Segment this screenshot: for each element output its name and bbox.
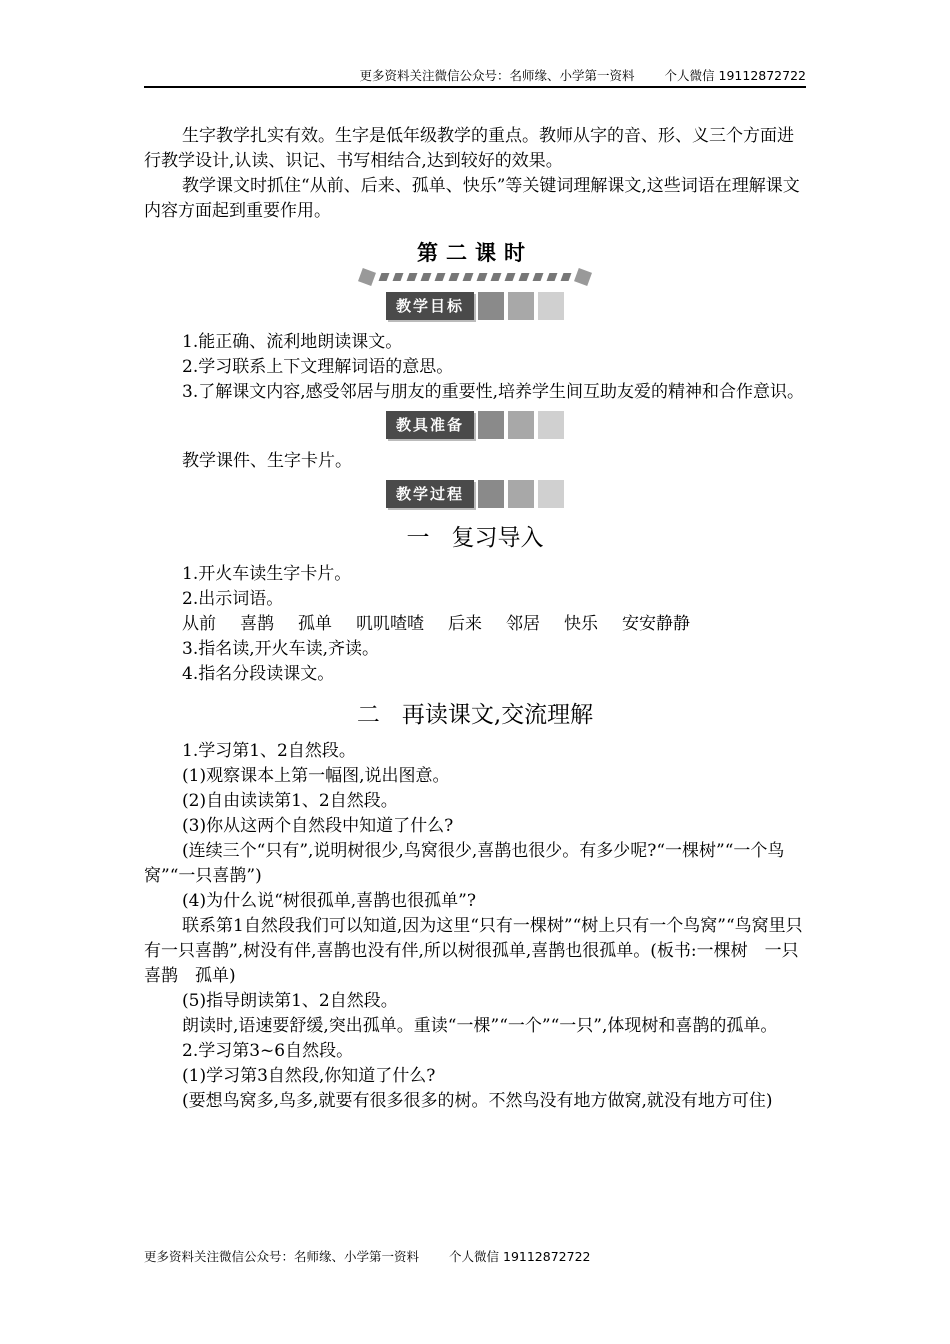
page-header bbox=[144, 66, 806, 88]
step-item: (4)为什么说“树很孤单,喜鹊也很孤单”? bbox=[182, 891, 476, 911]
step-item: (连续三个“只有”,说明树很少,鸟窝很少,喜鹊也很少。有多少呢?“一棵树”“一个鸟窝”“一只喜鹊”) bbox=[144, 841, 785, 886]
step-item: 2.学习第3~6自然段。 bbox=[182, 1041, 354, 1061]
word: 叽叽喳喳 bbox=[356, 614, 424, 634]
section-heading bbox=[144, 518, 806, 558]
word: 邻居 bbox=[506, 614, 540, 634]
step-item: 2.出示词语。 bbox=[182, 589, 284, 609]
footer-wechat: 个人微信 19112872722 bbox=[449, 1249, 591, 1264]
section-number: 二 bbox=[356, 702, 380, 728]
step-item: 1.开火车读生字卡片。 bbox=[182, 564, 352, 584]
lesson-title: 第二课时 bbox=[417, 241, 533, 265]
section-number: 一 bbox=[406, 525, 430, 551]
header-text: 更多资料关注微信公众号：名师缘、小学第一资料 bbox=[359, 68, 635, 83]
goal-item: 1.能正确、流利地朗读课文。 bbox=[182, 332, 403, 352]
title-decoration bbox=[144, 268, 806, 286]
goals-banner-label: 教学目标 bbox=[386, 292, 474, 320]
goal-item: 3.了解课文内容,感受邻居与朋友的重要性,培养学生间互助友爱的精神和合作意识。 bbox=[182, 382, 805, 402]
step-item: 4.指名分段读课文。 bbox=[182, 664, 335, 684]
footer-text: 更多资料关注微信公众号：名师缘、小学第一资料 bbox=[144, 1249, 420, 1264]
tools-banner-label: 教具准备 bbox=[386, 411, 474, 439]
step-item: (3)你从这两个自然段中知道了什么? bbox=[182, 816, 454, 836]
step-item: (要想鸟窝多,鸟多,就要有很多很多的树。不然鸟没有地方做窝,就没有地方可住) bbox=[182, 1091, 773, 1111]
word: 安安静静 bbox=[622, 614, 690, 634]
intro-paragraph: 教学课文时抓住“从前、后来、孤单、快乐”等关键词理解课文,这些词语在理解课文内容方面起到重要作用。 bbox=[144, 176, 800, 221]
section-heading bbox=[144, 695, 806, 735]
goals-banner bbox=[144, 292, 806, 320]
document-body bbox=[144, 124, 806, 1114]
section-title: 再读课文,交流理解 bbox=[401, 702, 594, 728]
goal-item: 2.学习联系上下文理解词语的意思。 bbox=[182, 357, 454, 377]
section-title: 复习导入 bbox=[451, 525, 544, 551]
process-banner bbox=[144, 480, 806, 508]
header-wechat: 个人微信 19112872722 bbox=[664, 68, 806, 83]
step-item: 联系第1自然段我们可以知道,因为这里“只有一棵树”“树上只有一个鸟窝”“鸟窝里只有一只喜鹊”,树没有伴,喜鹊也没有伴,所以树很孤单,喜鹊也很孤单。(板书:一棵树 一只喜鹊 孤单) bbox=[144, 916, 803, 986]
word: 从前 bbox=[182, 614, 216, 634]
tools-text: 教学课件、生字卡片。 bbox=[182, 451, 352, 471]
step-item: 1.学习第1、2自然段。 bbox=[182, 741, 356, 761]
word: 喜鹊 bbox=[240, 614, 274, 634]
step-item: (1)学习第3自然段,你知道了什么? bbox=[182, 1066, 436, 1086]
intro-paragraph: 生字教学扎实有效。生字是低年级教学的重点。教师从字的音、形、义三个方面进行教学设计,认读、识记、书写相结合,达到较好的效果。 bbox=[144, 126, 794, 171]
word: 孤单 bbox=[298, 614, 332, 634]
step-item: (1)观察课本上第一幅图,说出图意。 bbox=[182, 766, 450, 786]
page-footer bbox=[144, 1247, 590, 1265]
step-item: 朗读时,语速要舒缓,突出孤单。重读“一棵”“一个”“一只”,体现树和喜鹊的孤单。 bbox=[182, 1016, 778, 1036]
word: 后来 bbox=[448, 614, 482, 634]
word: 快乐 bbox=[564, 614, 598, 634]
step-item: 3.指名读,开火车读,齐读。 bbox=[182, 639, 380, 659]
step-item: (2)自由读读第1、2自然段。 bbox=[182, 791, 398, 811]
word-list bbox=[144, 612, 806, 637]
tools-banner bbox=[144, 411, 806, 439]
process-banner-label: 教学过程 bbox=[386, 480, 474, 508]
step-item: (5)指导朗读第1、2自然段。 bbox=[182, 991, 398, 1011]
